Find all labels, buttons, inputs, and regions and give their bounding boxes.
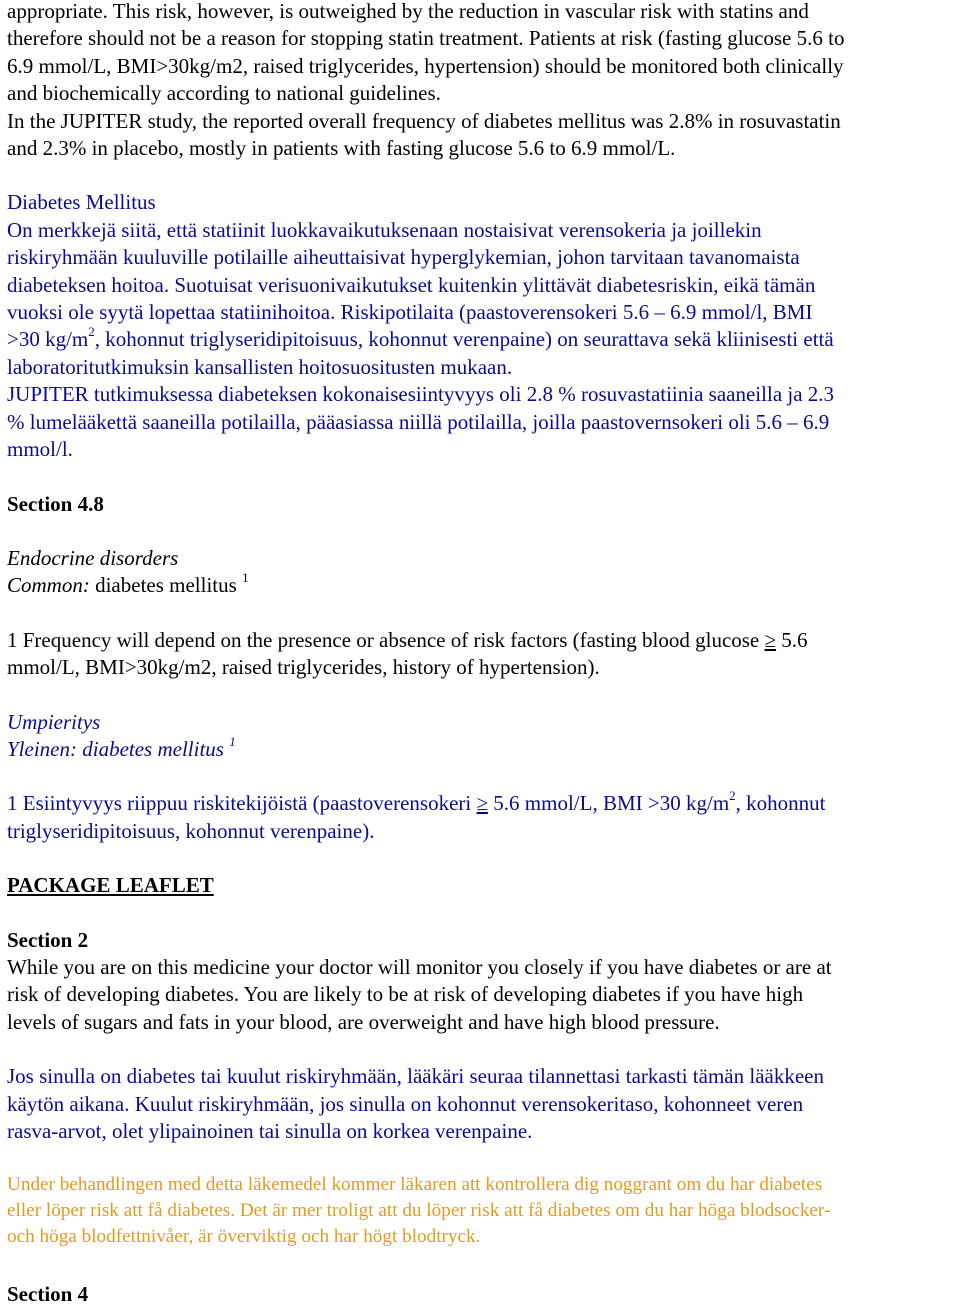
finnish-heading: Diabetes Mellitus — [7, 190, 156, 215]
text-segment: Frequency will depend on the presence or absence of risk factors (fasting blood glucose — [17, 627, 765, 652]
text-line: diabeteksen hoitoa. Suotuisat verisuonivaikutukset kuitenkin ylittävät diabetesriskin, eikä tämän — [7, 272, 816, 297]
text-segment: >30 kg/m — [7, 327, 89, 352]
text-line: 6.9 mmol/L, BMI>30kg/m2, raised triglycerides, hypertension) should be monitored both clinically — [7, 53, 844, 78]
text-line: risk of developing diabetes. You are likely to be at risk of developing diabetes if you have high — [7, 982, 804, 1007]
text-line: rasva-arvot, olet ylipainoinen tai sinulla on korkea verenpaine. — [7, 1119, 533, 1143]
frequency-value: diabetes mellitus — [89, 573, 243, 598]
text-line: While you are on this medicine your doctor will monitor you closely if you have diabetes or are at — [7, 954, 832, 979]
text-line: JUPITER tutkimuksessa diabeteksen kokonaisesiintyvyys oli 2.8 % rosuvastatiinia saaneilla ja 2.3 — [7, 382, 835, 407]
text-line: käytön aikana. Kuulut riskiryhmään, jos sinulla on kohonnut verensokeritaso, kohonneet veren — [7, 1091, 804, 1116]
text-line — [7, 627, 957, 654]
section-2-block — [7, 927, 957, 1037]
text-line: levels of sugars and fats in your blood, are overweight and have high blood pressure. — [7, 1009, 720, 1034]
en-footnote — [7, 627, 957, 682]
text-line: In the JUPITER study, the reported overall frequency of diabetes mellitus was 2.8% in rosuvastatin — [7, 108, 841, 133]
text-line: eller löper risk att få diabetes. Det är mer troligt att du löper risk att få diabetes om du har höga blodsocker- — [7, 1200, 831, 1221]
text-line: and biochemically according to national guidelines. — [7, 81, 441, 106]
package-leaflet-heading: PACKAGE LEAFLET — [7, 873, 214, 898]
text-segment: 5.6 mmol/L, BMI >30 kg/m — [488, 791, 730, 816]
text-line: On merkkejä siitä, että statiinit luokkavaikutuksenaan nostaisivat verensokeria ja joillekin — [7, 217, 762, 242]
document-page — [7, 0, 957, 1309]
text-line: and 2.3% in placebo, mostly in patients with fasting glucose 5.6 to 6.9 mmol/L. — [7, 136, 676, 161]
endocrine-block — [7, 545, 957, 600]
finnish-footnote — [7, 790, 957, 845]
text-line: mmol/L, BMI>30kg/m2, raised triglycerides, history of hypertension). — [7, 655, 600, 680]
finnish-endocrine-block — [7, 709, 957, 764]
text-segment: 5.6 — [776, 627, 808, 652]
footnote-ref: 1 — [242, 570, 249, 586]
frequency-line — [7, 572, 957, 599]
text-segment: Esiintyvyys riippuu riskitekijöistä (paastoverensokeri — [17, 791, 477, 816]
text-line: Under behandlingen med detta läkemedel kommer läkaren att kontrollera dig noggrant om du har diabetes — [7, 1174, 823, 1196]
superscript: 2 — [88, 324, 95, 340]
text-line — [7, 326, 957, 353]
frequency-line — [7, 733, 957, 763]
footnote-ref: 1 — [229, 733, 236, 749]
text-line: laboratoritutkimuksin kansallisten hoitosuositusten mukaan. — [7, 354, 513, 379]
frequency-text: Yleinen: diabetes mellitus — [7, 736, 230, 761]
footnote-number: 1 — [7, 791, 18, 816]
text-line: och höga blodfettnivåer, är överviktig och har högt blodtryck. — [7, 1225, 481, 1247]
text-line: therefore should not be a reason for stopping statin treatment. Patients at risk (fasting glucose 5.6 to — [7, 26, 845, 51]
section-4-8-heading: Section 4.8 — [7, 491, 104, 516]
text-line: vuoksi ole syytä lopettaa statiinihoitoa. Riskipotilaita (paastoverensokeri 5.6 – 6.9 mmol/l, BMI — [7, 300, 813, 325]
footnote-number: 1 — [7, 627, 18, 652]
section-4-heading: Section 4 — [7, 1282, 89, 1307]
text-line: Jos sinulla on diabetes tai kuulut riskiryhmään, lääkäri seuraa tilannettasi tarkasti tämän lääkkeen — [7, 1064, 824, 1089]
text-line: triglyseridipitoisuus, kohonnut verenpaine). — [7, 818, 375, 843]
en-risk-paragraph — [7, 0, 957, 108]
superscript: 2 — [729, 788, 736, 804]
category-label: Umpieritys — [7, 709, 101, 734]
en-jupiter-paragraph — [7, 108, 957, 163]
text-line: riskiryhmään kuuluville potilaille aiheuttaisivat hyperglykemian, johon tarvitaan tavanomaista — [7, 245, 800, 270]
section-2-heading: Section 2 — [7, 927, 89, 952]
text-segment: , kohonnut triglyseridipitoisuus, kohonnut verenpaine) on seurattava sekä kliinisesti että — [94, 327, 834, 352]
category-label: Endocrine disorders — [7, 545, 179, 570]
text-segment: , kohonnut — [735, 791, 826, 816]
finnish-diabetes-block — [7, 189, 957, 463]
ge-symbol: ≥ — [476, 791, 489, 816]
ge-symbol: ≥ — [764, 627, 777, 652]
text-line: % lumelääkettä saaneilla potilailla, pääasiassa niillä potilailla, joilla paastovernsokeri oli 5.6 – 6.9 — [7, 409, 830, 434]
text-line — [7, 790, 957, 817]
text-line: mmol/l. — [7, 437, 73, 462]
text-line: appropriate. This risk, however, is outweighed by the reduction in vascular risk with statins and — [7, 0, 809, 23]
swedish-leaflet-paragraph — [7, 1172, 957, 1249]
finnish-leaflet-paragraph — [7, 1063, 957, 1145]
frequency-label: Common: — [7, 573, 90, 598]
